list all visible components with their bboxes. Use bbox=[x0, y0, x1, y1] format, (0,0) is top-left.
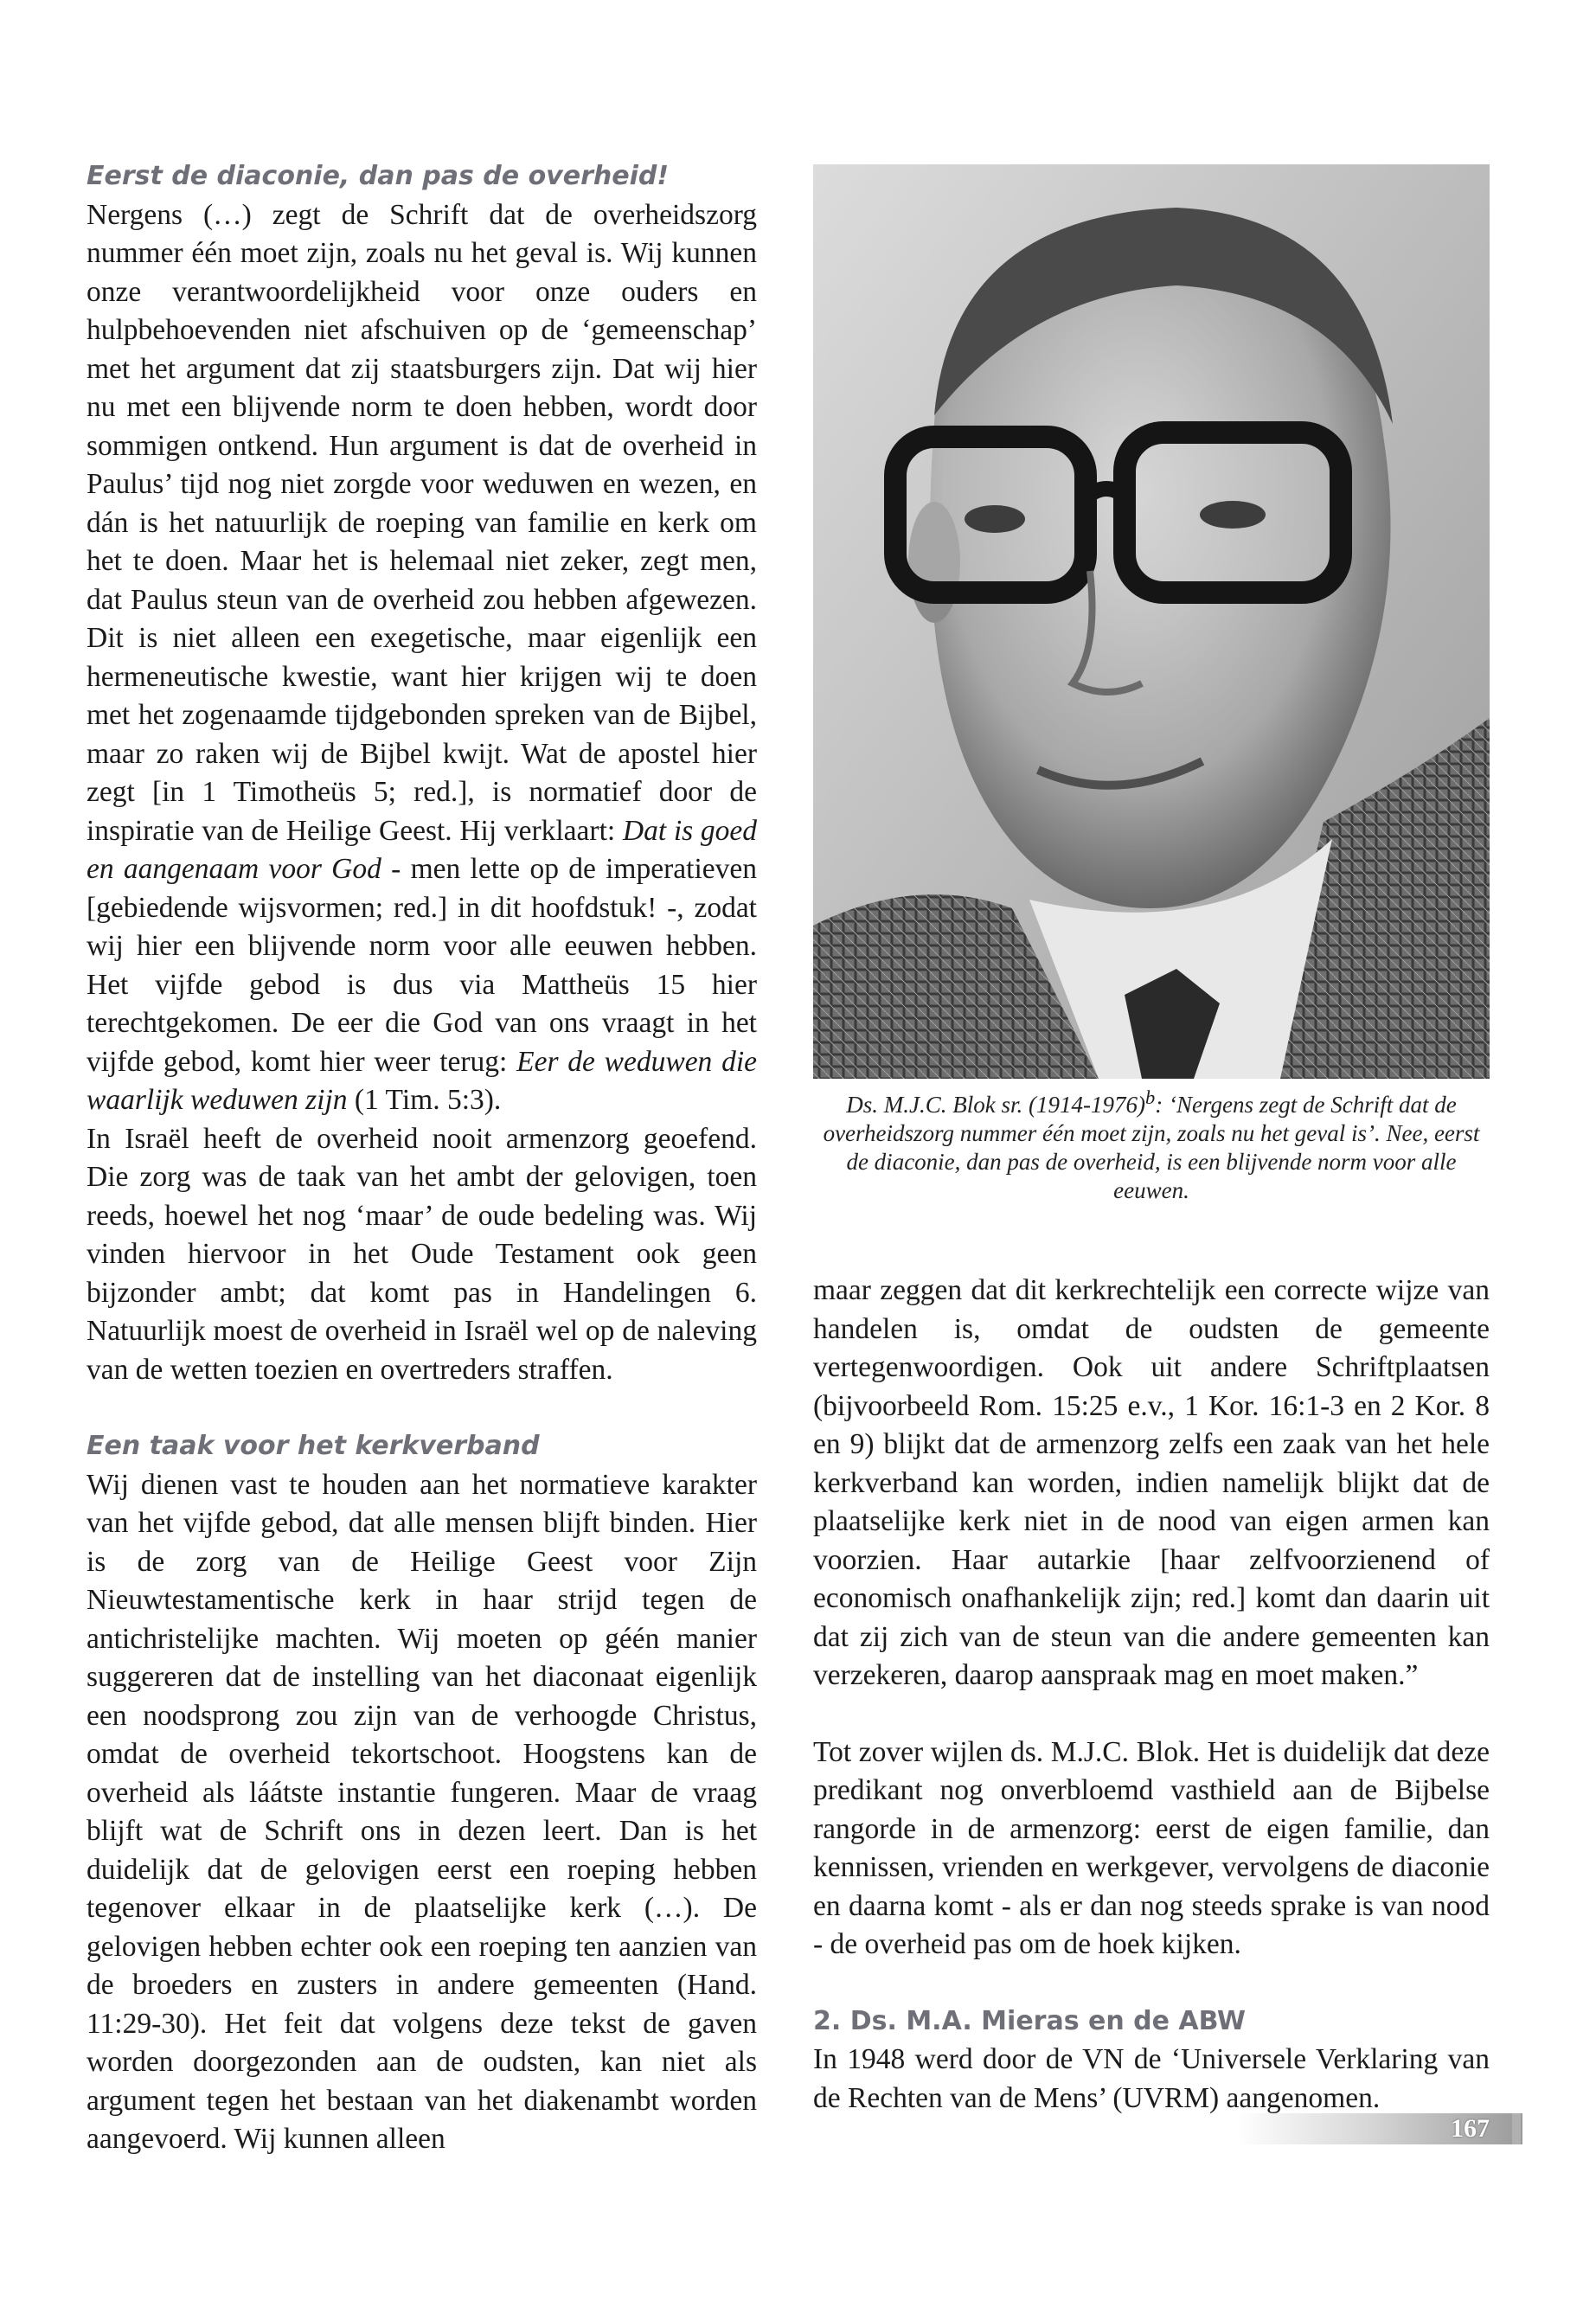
body-paragraph-4: maar zeggen dat dit kerkrechtelijk een correcte wijze van handelen is, omdat de oudsten de gemeente vertegenwoordigen. Ook uit andere Schriftplaatsen (bijvoorbeeld Rom. 15:25 e.v., 1 Kor. 16:1-3 en 2 Kor. 8 en 9) blijkt dat de armenzorg zelfs een zaak van het hele kerkverband kan worden, indien namelijk blijkt dat de plaatselijke kerk niet in de nood van eigen armen kan voorzien. Haar autarkie [haar zelfvoorzienend of economisch onafhankelijk zijn; red.] komt dan daarin uit dat zij zich van de steun van die andere gemeenten kan verzekeren, daarop aanspraak mag en moet maken.” bbox=[813, 1274, 1490, 1691]
body-paragraph-2: In Israël heeft de overheid nooit armenzorg geoefend. Die zorg was de taak van het ambt der gelovigen, toen reeds, hoewel het nog ‘maar’ de oude bedeling was. Wij vinden hiervoor in het Oude Testament ook geen bijzonder ambt; dat komt pas in Handelingen 6. Natuurlijk moest de overheid in Israël wel op de naleving van de wetten toezien en overtreders straffen. bbox=[87, 1122, 757, 1386]
quote-italic: Eer de weduwen die waarlijk weduwen zijn bbox=[87, 1045, 757, 1116]
section-heading-kerkverband: Een taak voor het kerkverband bbox=[87, 1431, 540, 1461]
page-number-tick bbox=[1512, 2113, 1521, 2144]
portrait-photo bbox=[813, 164, 1490, 1079]
body-paragraph-1 bbox=[87, 196, 757, 1120]
text-run: Nergens (…) zegt de Schrift dat de overheidszorg nummer één moet zijn, zoals nu het geval is. Wij kunnen onze verantwoordelijkheid voor onze ouders en hulpbehoevenden niet afschuiven op de ‘gemeenschap’ met het argument dat zij staatsburgers zijn. Dat wij hier nu met een blijvende norm te doen hebben, wordt door sommigen ontkend. Hun argument is dat de overheid in Paulus’ tijd nog niet zorgde voor weduwen en wezen, en dán is het natuurlijk de roeping van familie en kerk om het te doen. Maar het is helemaal niet zeker, zegt men, dat Paulus steun van de overheid zou hebben afgewezen. Dit is niet alleen een exegetische, maar eigenlijk een hermeneutische kwestie, want hier krijgen wij te doen met het zogenaamde tijdgebonden spreken van de Bijbel, maar zo raken wij de Bijbel kwijt. Wat de apostel hier zegt [in 1 Timotheüs 5; red.], is normatief door de inspiratie van de Heilige Geest. Hij verklaart: bbox=[87, 198, 757, 847]
body-paragraph-3: Wij dienen vast te houden aan het normatieve karakter van het vijfde gebod, dat alle mensen blijft binden. Hier is de zorg van de Heilige Geest voor Zijn Nieuwtestamentische kerk in haar strijd tegen de antichristelijke machten. Wij moeten op géén manier suggereren dat de instelling van het diaconaat eigenlijk een noodsprong zou zijn van de verhoogde Christus, omdat de overheid tekortschoot. Hoogstens kan de overheid als láátste instantie fungeren. Maar de vraag blijft wat de Schrift ons in dezen leert. Dan is het duidelijk dat de gelovigen eerst een roeping hebben tegenover elkaar in de plaatselijke kerk (…). De gelovigen hebben echter ook een roeping ten aanzien van de broeders en zusters in andere gemeenten (Hand. 11:29-30). Het feit dat volgens deze tekst de gaven worden doorgezonden aan de oudsten, kan niet als argument tegen het bestaan van het diakenambt worden aangevoerd. Wij kunnen alleen bbox=[87, 1468, 757, 2155]
page-number: 167 bbox=[1451, 2114, 1490, 2143]
text-run: (1 Tim. 5:3). bbox=[347, 1084, 502, 1116]
body-paragraph-6: In 1948 werd door de VN de ‘Universele Verklaring van de Rechten van de Mens’ (UVRM) aangenomen. bbox=[813, 2043, 1490, 2114]
photo-caption bbox=[813, 1083, 1490, 1205]
section-heading-mieras: 2. Ds. M.A. Mieras en de ABW bbox=[813, 2005, 1246, 2036]
quote-italic: Dat is goed en aangenaam voor God bbox=[87, 814, 757, 885]
caption-name: Ds. M.J.C. Blok sr. (1914-1976) bbox=[846, 1092, 1146, 1118]
left-column bbox=[87, 157, 757, 2159]
caption-quote: : ‘Nergens zegt de Schrift dat de overheidszorg nummer één moet zijn, zoals nu het geval is’. Nee, eerst de diaconie, dan pas de overheid, is een blijvende norm voor alle eeuwen. bbox=[823, 1092, 1480, 1203]
section-heading-diaconie: Eerst de diaconie, dan pas de overheid! bbox=[87, 161, 670, 191]
text-run: - men lette op de imperatieven [gebiedende wijsvormen; red.] in dit hoofdstuk! -, zodat wij hier een blijvende norm voor alle eeuwen hebben. Het vijfde gebod is dus via Mattheüs 15 hier terechtgekomen. De eer die God van ons vraagt in het vijfde gebod, komt hier weer terug: bbox=[87, 853, 757, 1078]
right-column bbox=[813, 1272, 1490, 2118]
body-paragraph-5: Tot zover wijlen ds. M.J.C. Blok. Het is duidelijk dat deze predikant nog onverbloemd vasthield aan de Bijbelse rangorde in de armenzorg: eerst de eigen familie, dan kennissen, vrienden en werkgever, vervolgens de diaconie en daarna komt - als er dan nog steeds sprake is van nood - de overheid pas om de hoek kijken. bbox=[813, 1735, 1490, 1960]
caption-footnote-marker: b bbox=[1145, 1086, 1156, 1108]
